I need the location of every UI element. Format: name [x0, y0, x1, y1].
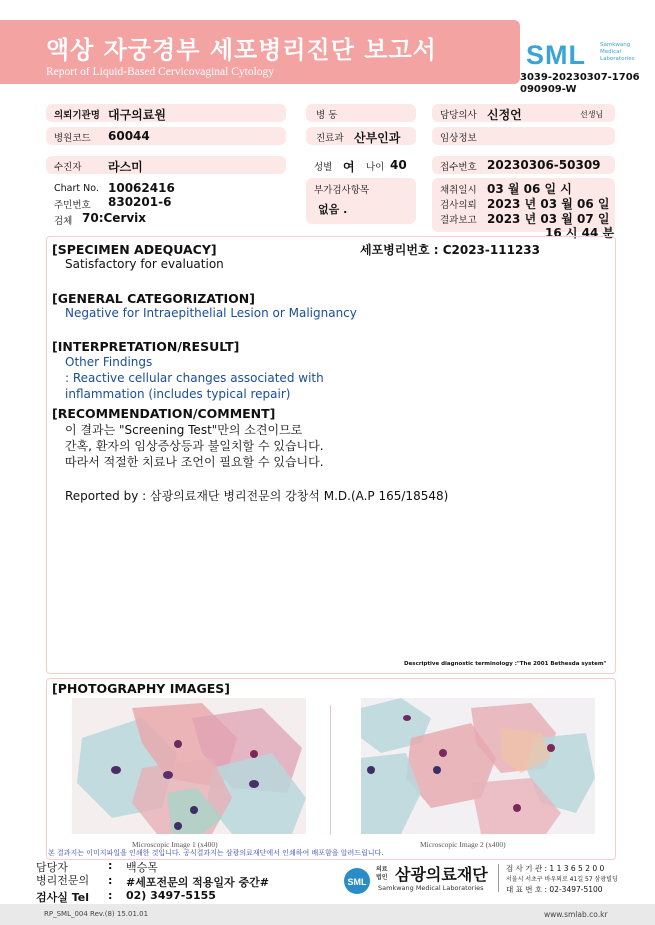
print-notice: 본 결과지는 이미지파일을 인쇄한 것입니다. 공식결과지는 삼광의료재단에서 인쇄하여 배포함을 알려드립니다. [48, 849, 384, 857]
microscopic-image-1 [72, 698, 306, 834]
doc-no-line-2: 090909-W [520, 84, 577, 95]
specimen-label: 검체 [54, 216, 73, 227]
report-title-english: Report of Liquid-Based Cervicovaginal Cytology [46, 66, 275, 78]
doctor-value: 신정언 [487, 108, 522, 122]
microscopic-image-2-drawing [361, 698, 595, 834]
recommendation-line-1: 이 결과는 "Screening Test"만의 소견이므로 [65, 423, 303, 437]
representative-phone: 대 표 번 호 : 02-3497-5100 [506, 885, 603, 894]
interpretation-line-3: inflammation (includes typical repair) [65, 387, 291, 401]
report-title: 액상 자궁경부 세포병리진단 보고서 [46, 36, 437, 64]
hospital-code-label: 병원코드 [54, 133, 91, 144]
interpretation-line-1: Other Findings [65, 355, 153, 369]
photography-heading: [PHOTOGRAPHY IMAGES] [52, 681, 230, 696]
logo-sub-1: Samkwang [600, 42, 631, 48]
patient-name-pill [46, 156, 286, 174]
interpretation-heading: [INTERPRETATION/RESULT] [52, 339, 240, 354]
microscopic-image-2 [361, 698, 595, 834]
specimen-value: 70:Cervix [82, 211, 147, 225]
tel-colon: : [108, 889, 113, 902]
reported-by: Reported by : 삼광의료재단 병리전문의 강창석 M.D.(A.P 165/18548) [65, 489, 449, 503]
terminology-note: Descriptive diagnostic terminology :"The 2001 Bethesda system" [404, 661, 607, 667]
recommendation-line-2: 간혹, 환자의 임상증상등과 불일치할 수 있습니다. [65, 439, 324, 453]
extra-tests-value: 없음 . [318, 203, 348, 216]
institution-value: 대구의료원 [108, 108, 166, 122]
chart-value: 10062416 [108, 181, 175, 195]
adequacy-text: Satisfactory for evaluation [65, 257, 224, 271]
chart-label: Chart No. [54, 183, 99, 194]
doctor-suffix: 선생님 [580, 110, 604, 119]
clinical-label: 임상정보 [440, 133, 477, 144]
foundation-name: 삼광의료재단 [395, 865, 488, 884]
ward-label: 병 동 [316, 110, 338, 121]
microscopic-image-1-drawing [72, 698, 306, 834]
sml-logo-subtitle [600, 42, 634, 63]
request-label: 검사의뢰 [440, 200, 477, 211]
patient-name-value: 라스미 [108, 160, 143, 174]
logo-sub-3: Laboratories [600, 56, 635, 62]
pathology-number: 세포병리번호 : C2023-111233 [360, 243, 540, 257]
institution-label: 의뢰기관명 [54, 110, 100, 121]
report-date-value: 2023 년 03 월 07 일 [487, 212, 610, 226]
svg-text:SML: SML [347, 877, 367, 887]
doctor-label: 담당의사 [440, 110, 477, 121]
pathologist-value: #세포전문의 적용일자 중간# [126, 876, 269, 889]
report-time-value: 16 시 44 분 [545, 226, 615, 240]
resident-value: 830201-6 [108, 195, 172, 209]
tel-value: 02) 3497-5155 [126, 889, 216, 902]
institution-number: 검 사 기 관 : 1 1 3 6 5 2 0 0 [506, 864, 605, 873]
request-value: 2023 년 03 월 06 일 [487, 197, 610, 211]
foundation-small-label: 의료 법인 [376, 866, 388, 881]
recommendation-heading: [RECOMMENDATION/COMMENT] [52, 406, 276, 421]
hospital-code-value: 60044 [108, 129, 150, 143]
image-2-caption: Microscopic Image 2 (x400) [420, 840, 506, 849]
interpretation-line-2: : Reactive cellular changes associated with [65, 371, 324, 385]
tel-label: 검사실 Tel [36, 891, 89, 904]
pathologist-label: 병리전문의 [36, 874, 90, 887]
dept-value: 산부인과 [354, 131, 401, 145]
sml-logo-text: SML [526, 40, 586, 70]
foundation-address: 서울시 서초구 바우뫼로 41길 57 삼광빌딩 [506, 876, 618, 883]
general-text: Negative for Intraepithelial Lesion or Malignancy [65, 306, 357, 320]
doc-no-line-1: 3039-20230307-1706 [520, 72, 640, 83]
receipt-label: 접수번호 [440, 162, 477, 173]
logo-sub-2: Medical [600, 49, 622, 55]
form-code: RP_SML_004 Rev.(8) 15.01.01 [44, 910, 149, 918]
resident-label: 주민번호 [54, 200, 91, 211]
patient-name-label: 수진자 [54, 162, 82, 173]
receipt-value: 20230306-50309 [487, 158, 601, 172]
collect-value: 03 월 06 일 시 [487, 182, 572, 196]
age-value: 40 [390, 158, 407, 172]
photo-divider [330, 705, 331, 835]
age-label: 나이 [366, 162, 385, 173]
footer-divider [498, 864, 499, 892]
report-date-label: 결과보고 [440, 215, 477, 226]
dept-label: 진료과 [316, 133, 344, 144]
collect-label: 채취일시 [440, 185, 477, 196]
general-heading: [GENERAL CATEGORIZATION] [52, 291, 255, 306]
image-1-caption: Microscopic Image 1 (x400) [132, 840, 218, 849]
manager-value: 백승목 [126, 861, 158, 874]
manager-label: 담당자 [36, 861, 68, 874]
adequacy-heading: [SPECIMEN ADEQUACY] [52, 242, 217, 257]
foundation-logo-icon [342, 866, 372, 896]
recommendation-line-3: 따라서 적절한 치료나 조언이 필요할 수 있습니다. [65, 455, 324, 469]
manager-colon: : [108, 859, 113, 872]
document-number [520, 72, 640, 96]
extra-tests-label: 부가검사항목 [314, 185, 370, 196]
sex-label: 성별 [314, 162, 333, 173]
website-link[interactable]: www.smlab.co.kr [544, 910, 608, 919]
sex-value: 여 [343, 160, 355, 174]
pathologist-colon: : [108, 874, 113, 887]
foundation-english: Samkwang Medical Laboratories [378, 884, 484, 892]
